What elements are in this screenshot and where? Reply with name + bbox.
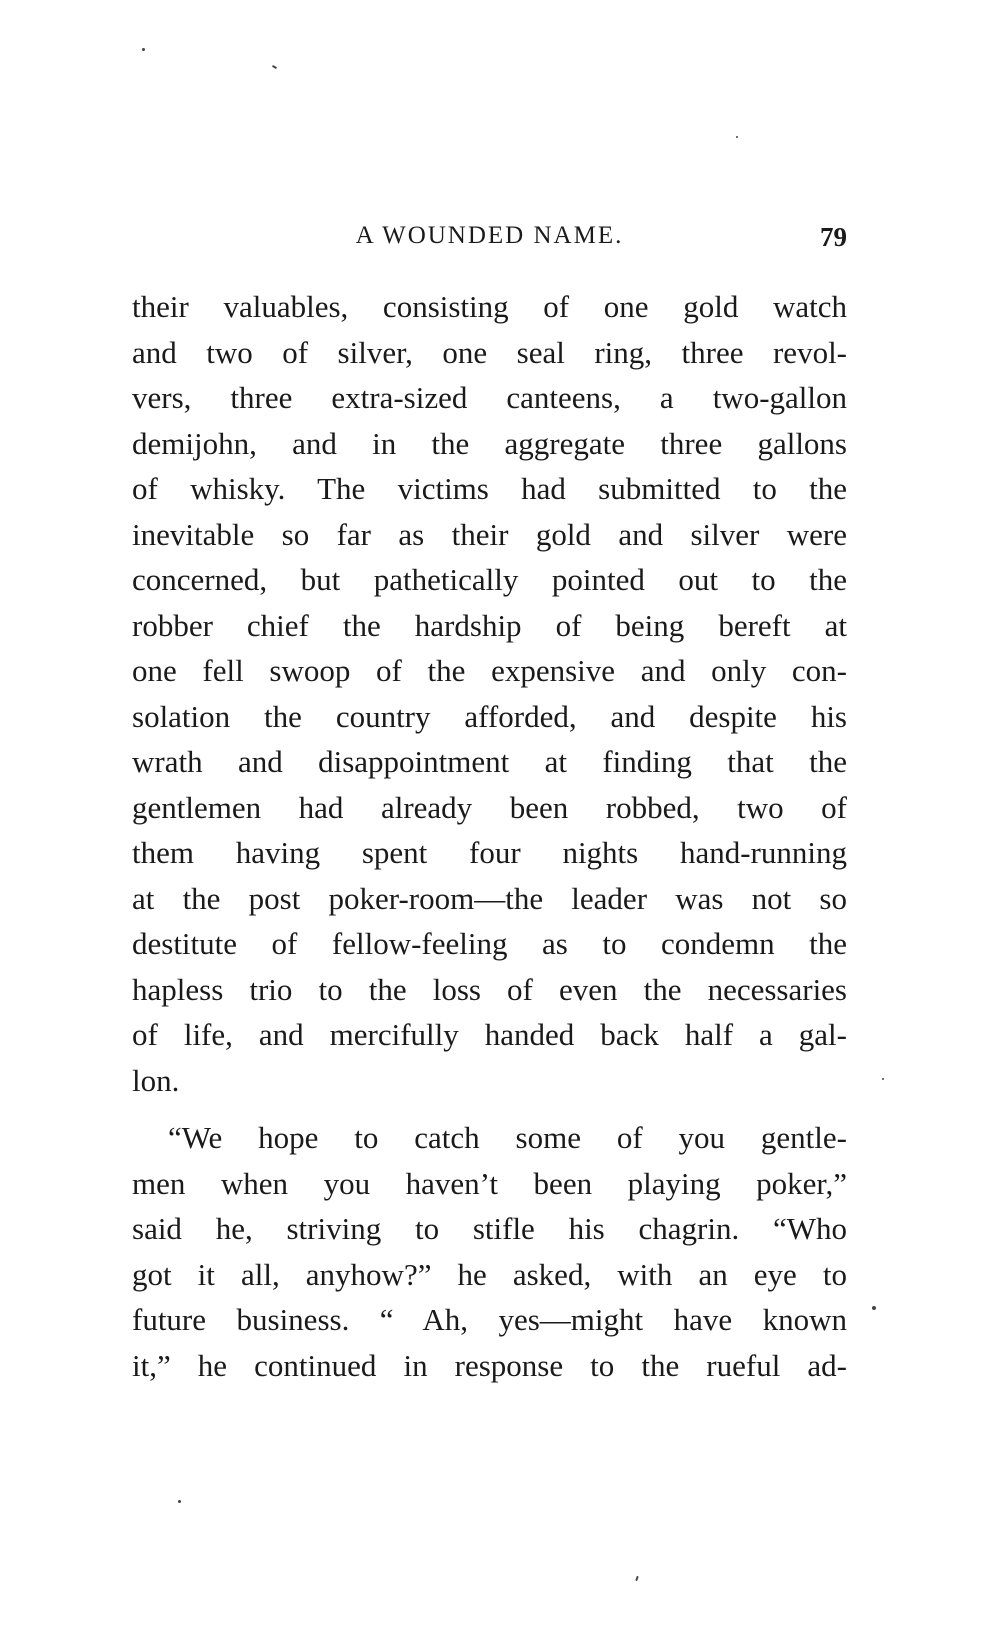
paragraph-gap xyxy=(132,1103,847,1115)
text-line: vers, three extra-sized canteens, a two-gallon xyxy=(132,380,847,415)
text-line: men when you haven’t been playing poker,” xyxy=(132,1165,847,1201)
text-line: of whisky. The victims had submitted to the xyxy=(132,471,847,506)
scan-speck xyxy=(178,1500,181,1503)
page-header xyxy=(132,222,847,262)
text-line: “We hope to catch some of you gentle- xyxy=(168,1120,847,1155)
text-line: demijohn, and in the aggregate three gallons xyxy=(132,425,847,461)
text-line: wrath and disappointment at finding that the xyxy=(132,744,847,779)
scan-speck xyxy=(736,136,738,138)
text-line: of life, and mercifully handed back half a gal- xyxy=(132,1017,847,1052)
text-line: inevitable so far as their gold and silver were xyxy=(132,516,847,552)
text-line: got it all, anyhow?” he asked, with an eye to xyxy=(132,1256,847,1292)
paragraph-2 xyxy=(132,1115,847,1388)
scan-speck xyxy=(635,1576,639,1581)
text-line: solation the country afforded, and despite his xyxy=(132,698,847,734)
paragraph-1 xyxy=(132,284,847,1103)
text-line: concerned, but pathetically pointed out to the xyxy=(132,562,847,597)
text-line: hapless trio to the loss of even the necessaries xyxy=(132,971,847,1007)
scan-speck xyxy=(272,65,277,69)
body-text xyxy=(132,284,847,1388)
text-line: lon. xyxy=(132,1062,180,1098)
scan-speck xyxy=(872,1306,876,1310)
text-line: them having spent four nights hand-running xyxy=(132,835,847,870)
text-line: robber chief the hardship of being bereft at xyxy=(132,607,847,643)
text-line: said he, striving to stifle his chagrin. “Who xyxy=(132,1211,847,1246)
page-number: 79 xyxy=(820,222,847,252)
text-line: future business. “ Ah, yes—might have known xyxy=(132,1302,847,1337)
text-line: destitute of fellow-feeling as to condemn the xyxy=(132,926,847,961)
running-head: A WOUNDED NAME. xyxy=(355,222,624,249)
scan-speck xyxy=(142,48,145,51)
text-line: gentlemen had already been robbed, two of xyxy=(132,789,847,825)
text-line: at the post poker-room—the leader was not so xyxy=(132,880,847,916)
text-line: one fell swoop of the expensive and only con- xyxy=(132,653,847,688)
text-line: it,” he continued in response to the rueful ad- xyxy=(132,1347,847,1383)
text-line: their valuables, consisting of one gold watch xyxy=(132,289,847,324)
text-line: and two of silver, one seal ring, three revol- xyxy=(132,334,847,370)
scan-speck xyxy=(882,1078,884,1080)
